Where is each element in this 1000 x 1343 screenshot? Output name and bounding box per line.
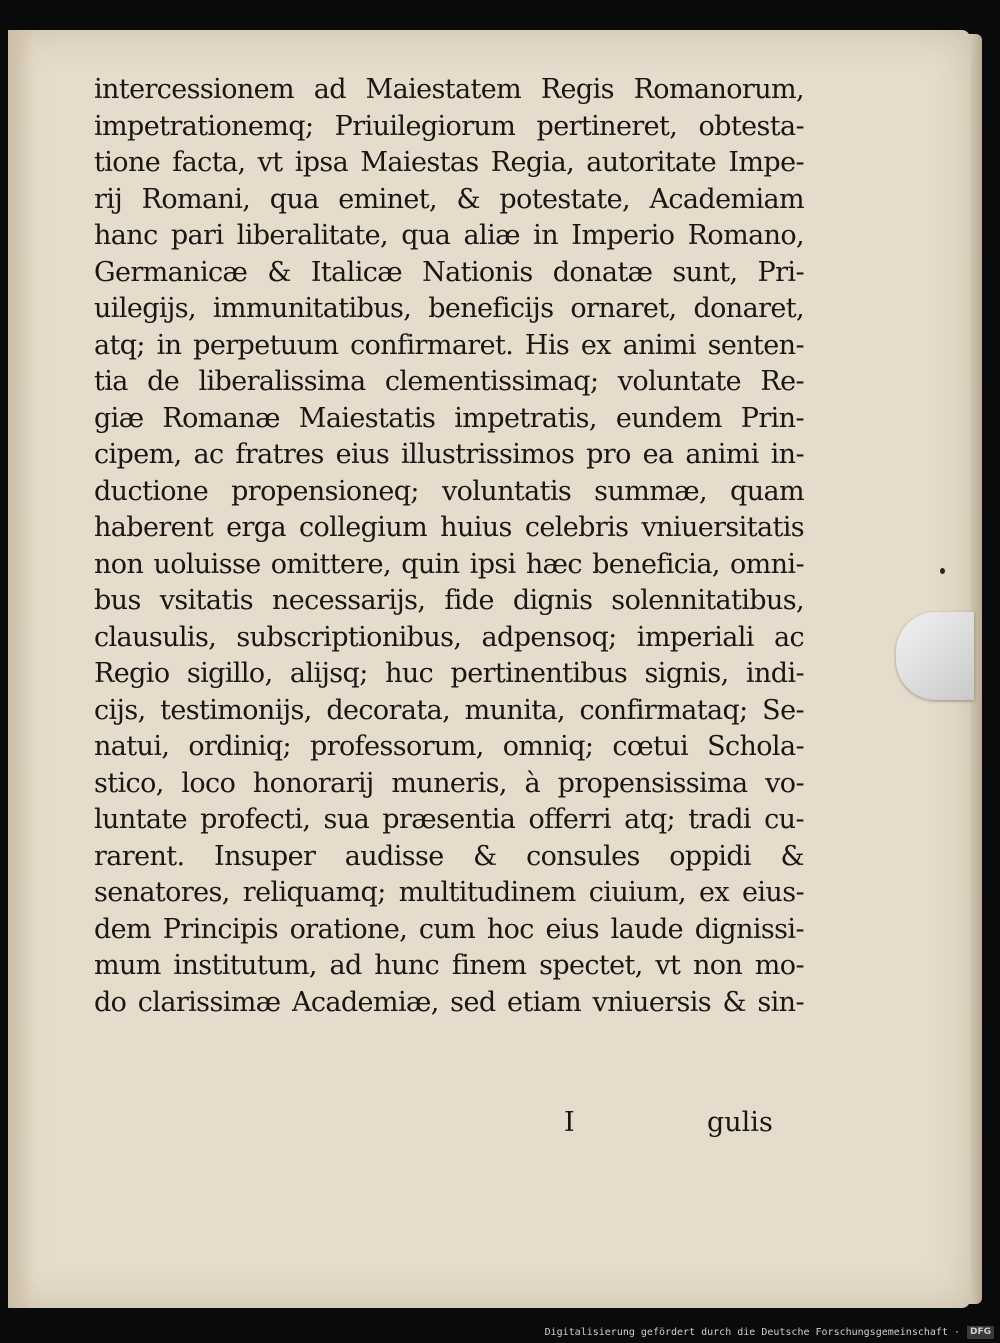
text-line: bus vsitatis necessarijs, fide dignis solennitatibus, [94,585,804,616]
dfg-logo: DFG [967,1326,994,1339]
digitization-credit: Digitalisierung gefördert durch die Deutsche Forschungsgemeinschaft · [544,1327,960,1338]
text-line: tione facta, vt ipsa Maiestas Regia, autoritate Impe- [94,147,804,178]
text-line: atq; in perpetuum confirmaret. His ex animi senten- [94,329,804,361]
catchword: gulis [707,1107,773,1138]
text-line: ductione propensioneq; voluntatis summæ, quam [94,475,804,507]
text-line: senatores, reliquamq; multitudinem ciuium, ex eius- [94,877,804,908]
text-line: luntate profecti, sua præsentia offerri atq; tradi cu- [94,804,804,835]
ink-speck [940,568,945,574]
signature-mark: I [564,1107,575,1138]
text-line: intercessionem ad Maiestatem Regis Romanorum, [94,74,804,105]
page-foot-row [94,1103,814,1143]
text-line: clausulis, subscriptionibus, adpensoq; imperiali ac [94,621,804,653]
text-line: giæ Romanæ Maiestatis impetratis, eundem Prin- [94,402,804,434]
text-line: hanc pari liberalitate, qua aliæ in Imperio Romano, [94,220,804,251]
text-line: dem Principis oratione, cum hoc eius laude dignissi- [94,913,804,945]
text-line: mum institutum, ad hunc finem spectet, vt non mo- [94,950,804,981]
text-line: haberent erga collegium huius celebris vniuersitatis [94,512,804,543]
body-text [94,72,804,1021]
text-line: impetrationemq; Priuilegiorum pertineret, obtesta- [94,110,804,142]
text-line: do clarissimæ Academiæ, sed etiam vniuersis & sin- [94,986,804,1018]
text-line: Germanicæ & Italicæ Nationis donatæ sunt, Pri- [94,256,804,288]
text-line: stico, loco honorarij muneris, à propensissima vo- [94,767,804,799]
text-line: rarent. Insuper audisse & consules oppidi & [94,840,804,872]
text-line: rij Romani, qua eminet, & potestate, Academiam [94,183,804,215]
text-line: uilegijs, immunitatibus, beneficijs ornaret, donaret, [94,293,804,324]
page-clip-tab [896,612,974,700]
text-line: tia de liberalissima clementissimaq; voluntate Re- [94,366,804,397]
text-line: non uoluisse omittere, quin ipsi hæc beneficia, omni- [94,548,804,580]
page-binding-shadow [8,30,34,1308]
text-line: natui, ordiniq; professorum, omniq; cœtui Schola- [94,731,804,762]
text-line: cijs, testimonijs, decorata, munita, confirmataq; Se- [94,694,804,726]
text-line: cipem, ac fratres eius illustrissimos pro ea animi in- [94,439,804,470]
text-line: Regio sigillo, alijsq; huc pertinentibus signis, indi- [94,658,804,689]
